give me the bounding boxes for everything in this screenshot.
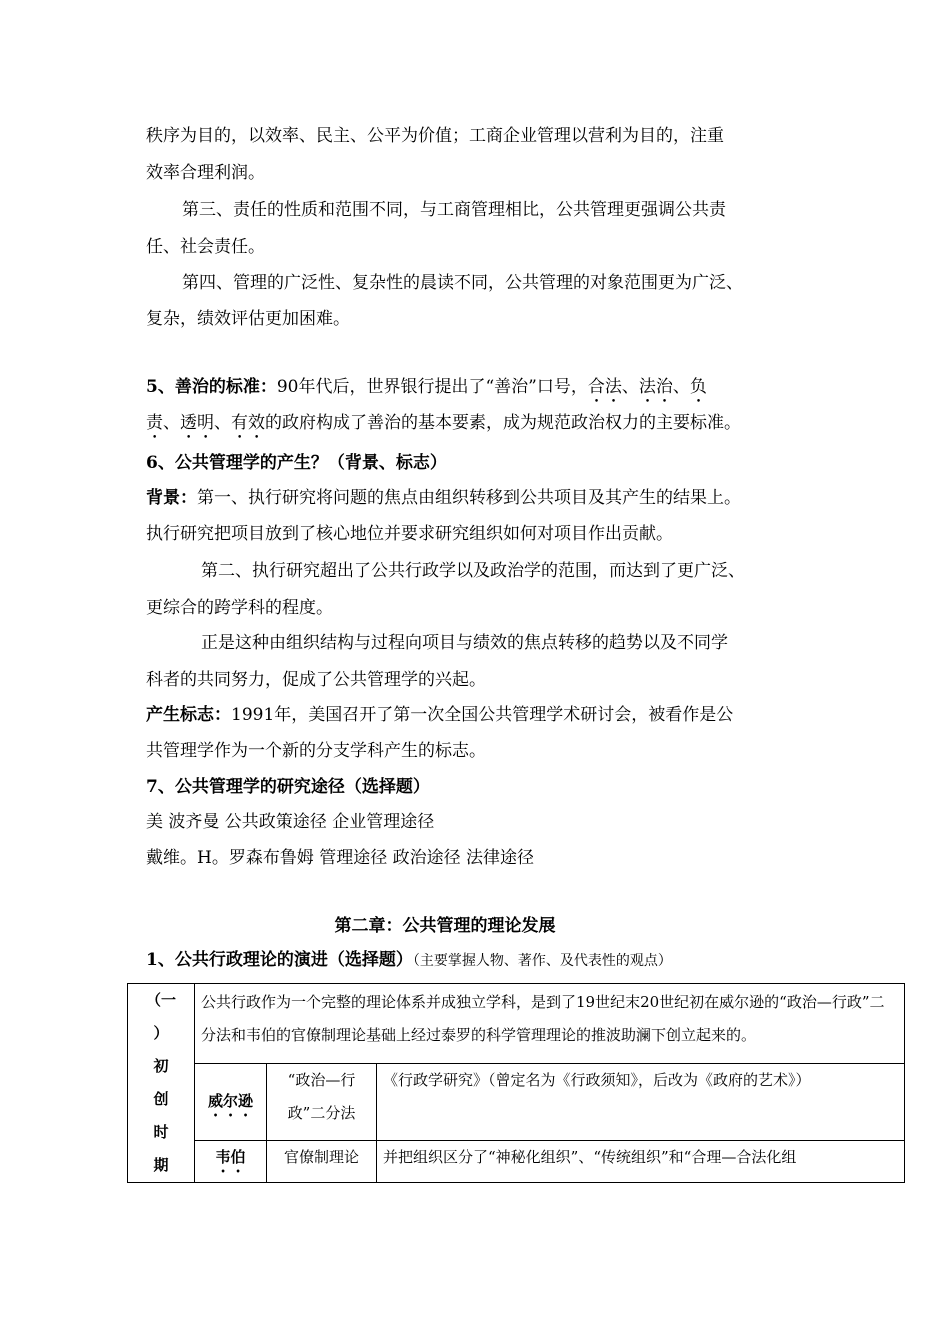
- phase-char: ）: [153, 1024, 169, 1042]
- paragraph-line: 复杂，绩效评估更加困难。: [146, 309, 350, 329]
- person-name: 韦伯: [215, 1148, 246, 1167]
- paragraph-line: 正是这种由组织结构与过程向项目与绩效的焦点转移的趋势以及不同学: [201, 633, 728, 653]
- phase-char: 创: [153, 1090, 169, 1108]
- chapter-title: 第二章：公共管理的理论发展: [334, 916, 556, 936]
- paragraph-line: 美 波齐曼 公共政策途径 企业管理途径: [146, 812, 435, 832]
- person-name: 威尔逊: [207, 1091, 253, 1110]
- phase-cell: [128, 984, 195, 1183]
- emphasized-term: 负: [689, 377, 707, 397]
- phase-char: 期: [153, 1156, 169, 1174]
- paragraph-line: 秩序为目的，以效率、民主、公平为价值；工商企业管理以营利为目的，注重: [146, 126, 724, 146]
- separator: 、: [214, 413, 231, 433]
- paragraph-line: 任、社会责任。: [146, 237, 265, 257]
- label: 背景：: [146, 488, 197, 508]
- question-heading: 5、善治的标准：: [146, 377, 277, 397]
- table-row: [128, 1141, 905, 1183]
- work-cell: 《行政学研究》（曾定名为《行政须知》，后改为《政府的艺术》）: [377, 1063, 905, 1141]
- emphasized-term: 合法: [587, 377, 622, 397]
- body-text: 的政府构成了善治的基本要素，成为规范政治权力的主要标准。: [265, 413, 741, 433]
- person-cell: [195, 1063, 267, 1141]
- intro-cell: 公共行政作为一个完整的理论体系并成独立学科，是到了19世纪末20世纪初在威尔逊的“政治—行政”二分法和韦伯的官僚制理论基础上经过泰罗的科学管理理论的推波助澜下创立起来的。: [195, 984, 905, 1064]
- emphasized-term: 透明: [180, 413, 214, 433]
- good-governance-line-2: [146, 411, 741, 443]
- paragraph-line: 戴维。H。罗森布鲁姆 管理途径 政治途径 法律途径: [146, 848, 535, 868]
- work-cell: 并把组织区分了“神秘化组织”、“传统组织”和“合理—合法化组: [377, 1141, 905, 1183]
- question-heading: 6、公共管理学的产生？（背景、标志）: [146, 453, 447, 473]
- theory-table: [127, 983, 905, 1183]
- background-line-1: [146, 486, 741, 510]
- separator: 、: [621, 377, 639, 397]
- mark-line-1: [146, 703, 733, 727]
- table-row: [128, 1063, 905, 1141]
- paragraph-line: 执行研究把项目放到了核心地位并要求研究组织如何对项目作出贡献。: [146, 524, 673, 544]
- paragraph-line: 第三、责任的性质和范围不同，与工商管理相比，公共管理更强调公共责: [182, 200, 726, 220]
- section-heading: 1、公共行政理论的演进（选择题）: [146, 950, 413, 970]
- body-text: 90年代后，世界银行提出了“善治”口号，: [276, 377, 588, 397]
- section-heading-line: [146, 948, 672, 973]
- paragraph-line: 科者的共同努力，促成了公共管理学的兴起。: [146, 670, 486, 690]
- paragraph-line: 第二、执行研究超出了公共行政学以及政治学的范围，而达到了更广泛、: [201, 561, 745, 581]
- paragraph-line: 共管理学作为一个新的分支学科产生的标志。: [146, 741, 486, 761]
- theory-cell: 官僚制理论: [267, 1141, 377, 1183]
- paragraph-line: 效率合理利润。: [146, 163, 265, 183]
- paragraph-line: 第四、管理的广泛性、复杂性的晨读不同，公共管理的对象范围更为广泛、: [182, 273, 743, 293]
- emphasized-term: 责: [146, 413, 163, 433]
- question-heading: 7、公共管理学的研究途径（选择题）: [146, 777, 430, 797]
- separator: 、: [672, 377, 690, 397]
- emphasized-term: 法治: [638, 377, 673, 397]
- theory-cell: “政治—行政”二分法: [267, 1063, 377, 1141]
- separator: 、: [163, 413, 180, 433]
- phase-char: 时: [153, 1123, 169, 1141]
- table-row: [128, 984, 905, 1064]
- phase-char: （一: [145, 991, 176, 1009]
- label: 产生标志：: [146, 705, 231, 725]
- person-cell: [195, 1141, 267, 1183]
- body-text: 1991年，美国召开了第一次全国公共管理学术研讨会，被看作是公: [231, 705, 734, 725]
- emphasized-term: 有效: [231, 413, 265, 433]
- paragraph-line: 更综合的跨学科的程度。: [146, 598, 333, 618]
- good-governance-line-1: [146, 375, 707, 407]
- body-text: 第一、执行研究将问题的焦点由组织转移到公共项目及其产生的结果上。: [197, 488, 741, 508]
- section-note: （主要掌握人物、著作、及代表性的观点）: [412, 953, 672, 969]
- phase-char: 初: [153, 1057, 169, 1075]
